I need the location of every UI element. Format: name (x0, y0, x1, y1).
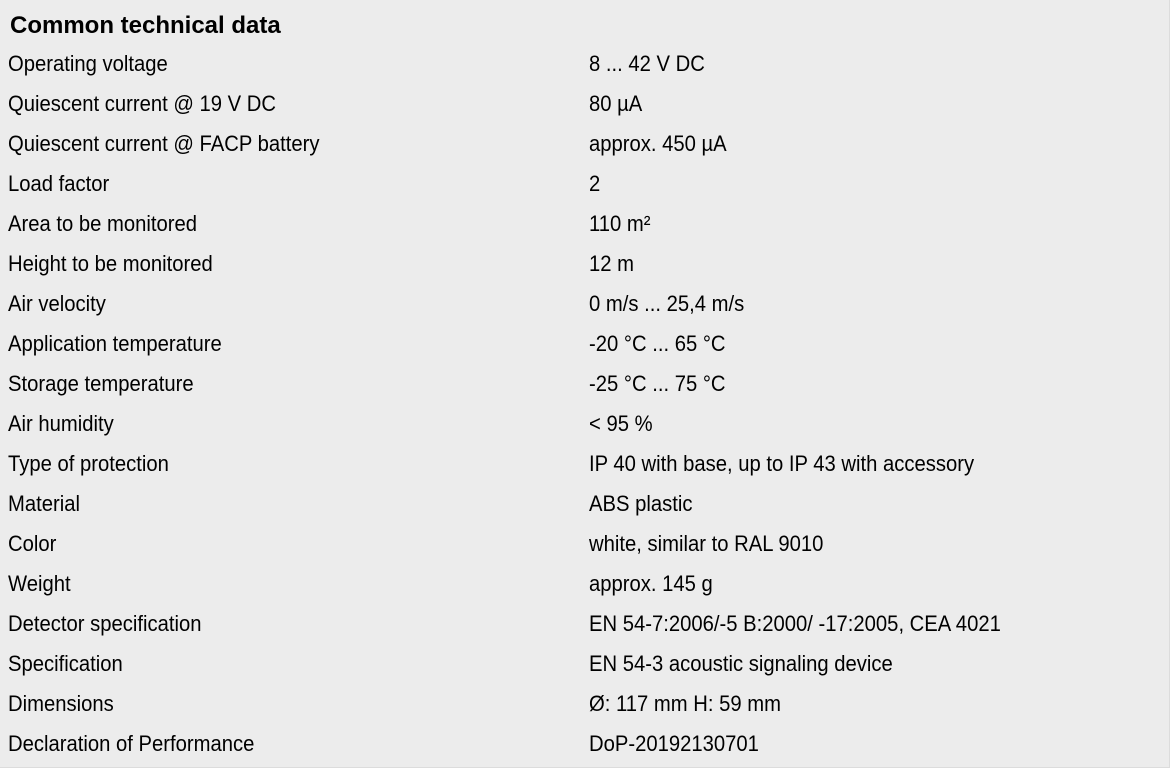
row-label: Load factor (8, 171, 110, 196)
table-row (0, 167, 1170, 207)
row-value: 0 m/s ... 25,4 m/s (589, 291, 745, 316)
table-row (0, 247, 1170, 287)
table-row (0, 527, 1170, 567)
row-value: 110 m² (589, 211, 651, 236)
table-row (0, 127, 1170, 167)
table-title: Common technical data (10, 12, 281, 39)
row-value: 80 µA (589, 91, 643, 116)
row-label: Type of protection (8, 451, 169, 476)
table-row (0, 87, 1170, 127)
row-value: EN 54-7:2006/-5 B:2000/ -17:2005, CEA 4021 (589, 611, 1001, 636)
row-label: Operating voltage (8, 51, 168, 76)
table-row (0, 727, 1170, 767)
table-row (0, 447, 1170, 487)
row-label: Weight (8, 571, 71, 596)
row-value: -25 °C ... 75 °C (589, 371, 726, 396)
row-label: Air velocity (8, 291, 106, 316)
row-value: -20 °C ... 65 °C (589, 331, 726, 356)
table-row (0, 47, 1170, 87)
table-row (0, 607, 1170, 647)
row-value: 8 ... 42 V DC (589, 51, 705, 76)
table-row (0, 487, 1170, 527)
row-label: Application temperature (8, 331, 222, 356)
row-value: approx. 450 µA (589, 131, 727, 156)
table-rows (0, 47, 1170, 767)
row-label: Specification (8, 651, 123, 676)
row-value: white, similar to RAL 9010 (589, 531, 824, 556)
row-value: DoP-20192130701 (589, 731, 759, 756)
row-value: 12 m (589, 251, 635, 276)
row-label: Detector specification (8, 611, 202, 636)
row-value: EN 54-3 acoustic signaling device (589, 651, 893, 676)
row-value: approx. 145 g (589, 571, 713, 596)
table-row (0, 287, 1170, 327)
row-value: ABS plastic (589, 491, 693, 516)
table-row (0, 327, 1170, 367)
row-label: Height to be monitored (8, 251, 213, 276)
table-row (0, 207, 1170, 247)
row-label: Area to be monitored (8, 211, 198, 236)
row-label: Dimensions (8, 691, 114, 716)
table-row (0, 367, 1170, 407)
row-label: Storage temperature (8, 371, 194, 396)
row-value: IP 40 with base, up to IP 43 with accessory (589, 451, 975, 476)
table-row (0, 647, 1170, 687)
row-label: Declaration of Performance (8, 731, 255, 756)
row-value: < 95 % (589, 411, 653, 436)
table-row (0, 407, 1170, 447)
row-value: Ø: 117 mm H: 59 mm (589, 691, 781, 716)
row-value: 2 (589, 171, 601, 196)
row-label: Quiescent current @ FACP battery (8, 131, 320, 156)
row-label: Air humidity (8, 411, 114, 436)
row-label: Material (8, 491, 80, 516)
table-row (0, 687, 1170, 727)
row-label: Color (8, 531, 57, 556)
row-label: Quiescent current @ 19 V DC (8, 91, 277, 116)
table-row (0, 567, 1170, 607)
